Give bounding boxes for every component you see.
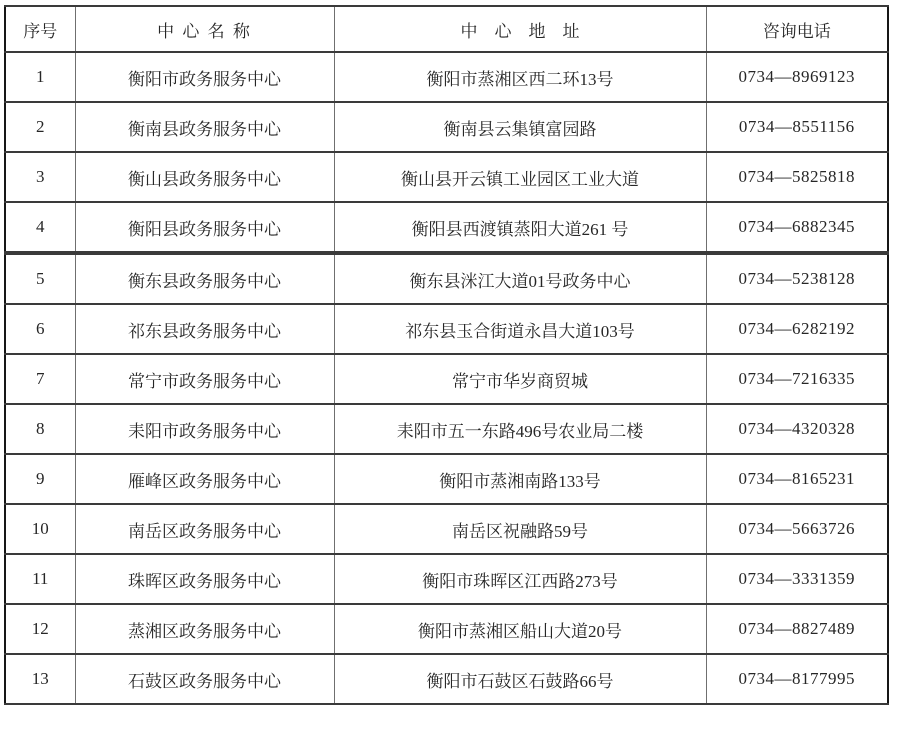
table-row [5,202,888,252]
address-cell: 衡东县洣江大道01号政务中心 [334,254,706,304]
address-cell: 衡阳县西渡镇蒸阳大道261 号 [334,202,706,252]
seq-cell: 10 [5,504,75,554]
phone-cell: 0734—8177995 [706,654,888,704]
seq-cell: 12 [5,604,75,654]
table-row [5,504,888,554]
header-seq: 序号 [5,6,75,52]
table-row [5,354,888,404]
phone-cell: 0734—8969123 [706,52,888,102]
phone-cell: 0734—5663726 [706,504,888,554]
name-cell: 雁峰区政务服务中心 [75,454,334,504]
seq-cell: 5 [5,254,75,304]
address-cell: 衡阳市蒸湘南路133号 [334,454,706,504]
table-header-row [5,6,888,52]
address-cell: 南岳区祝融路59号 [334,504,706,554]
table-row [5,654,888,704]
seq-cell: 8 [5,404,75,454]
phone-cell: 0734—5238128 [706,254,888,304]
phone-cell: 0734—6282192 [706,304,888,354]
phone-cell: 0734—4320328 [706,404,888,454]
address-cell: 衡阳市蒸湘区船山大道20号 [334,604,706,654]
seq-cell: 4 [5,202,75,252]
phone-cell: 0734—7216335 [706,354,888,404]
name-cell: 石鼓区政务服务中心 [75,654,334,704]
table-row [5,102,888,152]
phone-cell: 0734—8165231 [706,454,888,504]
phone-cell: 0734—8827489 [706,604,888,654]
address-cell: 衡阳市石鼓区石鼓路66号 [334,654,706,704]
address-cell: 衡阳市蒸湘区西二环13号 [334,52,706,102]
table-row [5,304,888,354]
table-row [5,604,888,654]
header-address: 中 心 地 址 [334,6,706,52]
seq-cell: 13 [5,654,75,704]
name-cell: 祁东县政务服务中心 [75,304,334,354]
name-cell: 衡阳市政务服务中心 [75,52,334,102]
name-cell: 衡阳县政务服务中心 [75,202,334,252]
address-cell: 衡阳市珠晖区江西路273号 [334,554,706,604]
name-cell: 南岳区政务服务中心 [75,504,334,554]
table-section-lower [4,253,889,705]
table-row [5,454,888,504]
seq-cell: 9 [5,454,75,504]
name-cell: 衡东县政务服务中心 [75,254,334,304]
table-row [5,404,888,454]
seq-cell: 3 [5,152,75,202]
table-row [5,152,888,202]
address-cell: 耒阳市五一东路496号农业局二楼 [334,404,706,454]
name-cell: 蒸湘区政务服务中心 [75,604,334,654]
name-cell: 衡山县政务服务中心 [75,152,334,202]
header-center-name: 中 心 名 称 [75,6,334,52]
seq-cell: 1 [5,52,75,102]
table-row [5,52,888,102]
header-phone: 咨询电话 [706,6,888,52]
address-cell: 衡南县云集镇富园路 [334,102,706,152]
table-row [5,554,888,604]
seq-cell: 11 [5,554,75,604]
seq-cell: 6 [5,304,75,354]
address-cell: 衡山县开云镇工业园区工业大道 [334,152,706,202]
table-section-upper [4,5,889,253]
name-cell: 衡南县政务服务中心 [75,102,334,152]
phone-cell: 0734—6882345 [706,202,888,252]
table-row [5,254,888,304]
seq-cell: 7 [5,354,75,404]
service-center-table [4,5,887,705]
phone-cell: 0734—3331359 [706,554,888,604]
name-cell: 珠晖区政务服务中心 [75,554,334,604]
seq-cell: 2 [5,102,75,152]
phone-cell: 0734—8551156 [706,102,888,152]
phone-cell: 0734—5825818 [706,152,888,202]
address-cell: 常宁市华岁商贸城 [334,354,706,404]
name-cell: 常宁市政务服务中心 [75,354,334,404]
name-cell: 耒阳市政务服务中心 [75,404,334,454]
address-cell: 祁东县玉合街道永昌大道103号 [334,304,706,354]
